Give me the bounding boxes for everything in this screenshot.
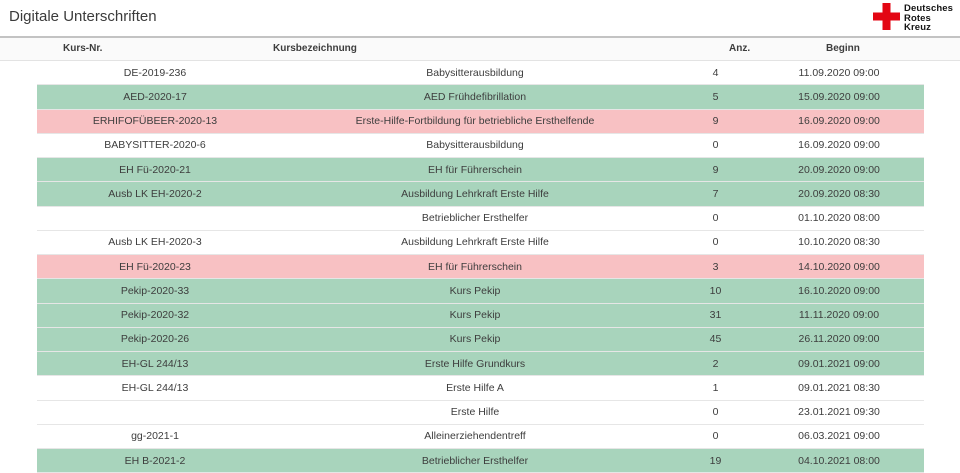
cell-kurs-nr: Ausb LK EH-2020-2 <box>108 187 202 200</box>
cell-beginn: 16.09.2020 09:00 <box>798 115 880 128</box>
cell-kursbezeichnung: Kurs Pekip <box>449 284 501 297</box>
cell-kursbezeichnung: Babysitterausbildung <box>426 139 524 152</box>
cell-beginn: 14.10.2020 09:00 <box>798 260 880 273</box>
column-header-anz: Anz. <box>729 43 751 54</box>
cell-kursbezeichnung: EH für Führerschein <box>428 260 522 273</box>
cell-kursbezeichnung: Babysitterausbildung <box>426 66 524 79</box>
table-row[interactable] <box>37 352 924 376</box>
table-row[interactable] <box>37 425 924 449</box>
cell-kursbezeichnung: Alleinerziehendentreff <box>424 430 526 443</box>
table-row[interactable] <box>37 304 924 328</box>
cell-anz: 9 <box>712 163 719 176</box>
drk-logo-text <box>904 3 953 33</box>
cell-anz: 0 <box>712 406 719 419</box>
course-table <box>37 61 924 473</box>
cell-anz: 0 <box>712 430 719 443</box>
cell-anz: 5 <box>712 90 719 103</box>
page-title: Digitale Unterschriften <box>9 8 157 25</box>
table-row[interactable] <box>37 376 924 400</box>
cell-kursbezeichnung: Betrieblicher Ersthelfer <box>421 454 529 467</box>
cell-beginn: 09.01.2021 09:00 <box>798 357 880 370</box>
cell-beginn: 20.09.2020 08:30 <box>798 187 880 200</box>
cell-beginn: 26.11.2020 09:00 <box>798 333 880 346</box>
cell-kursbezeichnung: Erste Hilfe A <box>446 381 504 394</box>
cell-anz: 19 <box>709 454 722 467</box>
logo-line-1: Deutsches <box>904 3 953 14</box>
cell-kursbezeichnung: Erste Hilfe Grundkurs <box>424 357 526 370</box>
cell-beginn: 11.11.2020 09:00 <box>798 309 880 322</box>
cell-anz: 3 <box>712 260 719 273</box>
cell-kurs-nr: DE-2019-236 <box>123 66 187 79</box>
top-bar <box>0 0 960 36</box>
cell-beginn: 11.09.2020 09:00 <box>798 66 880 79</box>
cell-kurs-nr: Pekip-2020-33 <box>120 284 190 297</box>
cell-anz: 0 <box>712 212 719 225</box>
cell-kursbezeichnung: Erste-Hilfe-Fortbildung für betriebliche Ersthelfende <box>355 115 595 128</box>
table-header <box>0 38 960 61</box>
table-row[interactable] <box>37 61 924 85</box>
cell-kursbezeichnung: Kurs Pekip <box>449 309 501 322</box>
cell-anz: 0 <box>712 139 719 152</box>
table-row[interactable] <box>37 328 924 352</box>
table-row[interactable] <box>37 449 924 473</box>
cell-kurs-nr: Pekip-2020-32 <box>120 309 190 322</box>
table-row[interactable] <box>37 231 924 255</box>
table-row[interactable] <box>37 279 924 303</box>
red-cross-icon <box>873 3 900 30</box>
cell-kurs-nr: Pekip-2020-26 <box>120 333 190 346</box>
cell-beginn: 20.09.2020 09:00 <box>798 163 880 176</box>
cell-beginn: 06.03.2021 09:00 <box>798 430 880 443</box>
cell-beginn: 23.01.2021 09:30 <box>798 406 880 419</box>
table-row[interactable] <box>37 134 924 158</box>
cell-kursbezeichnung: AED Frühdefibrillation <box>423 90 527 103</box>
column-header-kursbezeichnung: Kursbezeichnung <box>273 43 357 54</box>
table-row[interactable] <box>37 401 924 425</box>
cell-kurs-nr: Ausb LK EH-2020-3 <box>108 236 202 249</box>
cell-beginn: 10.10.2020 08:30 <box>798 236 880 249</box>
table-row[interactable] <box>37 85 924 109</box>
cell-kurs-nr: EH Fü-2020-23 <box>119 260 191 273</box>
cell-kursbezeichnung: Kurs Pekip <box>449 333 501 346</box>
table-row[interactable] <box>37 158 924 182</box>
table-row[interactable] <box>37 182 924 206</box>
logo-line-3: Kreuz <box>904 22 931 33</box>
cell-kurs-nr: BABYSITTER-2020-6 <box>104 139 206 152</box>
cell-anz: 31 <box>709 309 722 322</box>
cell-beginn: 04.10.2021 08:00 <box>798 454 880 467</box>
cell-anz: 0 <box>712 236 719 249</box>
cell-kurs-nr: ERHIFOFÜBEER-2020-13 <box>92 115 218 128</box>
column-header-kurs-nr: Kurs-Nr. <box>63 43 103 54</box>
cell-anz: 45 <box>709 333 722 346</box>
cell-beginn: 16.09.2020 09:00 <box>798 139 880 152</box>
cell-anz: 9 <box>712 115 719 128</box>
cell-kurs-nr: EH-GL 244/13 <box>121 357 189 370</box>
cell-beginn: 15.09.2020 09:00 <box>798 90 880 103</box>
cell-kursbezeichnung: EH für Führerschein <box>428 163 522 176</box>
logo-line-2: Rotes <box>904 12 931 24</box>
drk-logo <box>873 3 953 33</box>
cell-beginn: 01.10.2020 08:00 <box>798 212 880 225</box>
table-row[interactable] <box>37 110 924 134</box>
cell-anz: 4 <box>712 66 719 79</box>
cell-anz: 1 <box>712 381 719 394</box>
cell-anz: 7 <box>712 187 719 200</box>
cell-anz: 2 <box>712 357 719 370</box>
cell-kursbezeichnung: Erste Hilfe <box>450 406 500 419</box>
cell-kurs-nr: EH-GL 244/13 <box>121 381 189 394</box>
table-row[interactable] <box>37 255 924 279</box>
cell-kursbezeichnung: Ausbildung Lehrkraft Erste Hilfe <box>401 187 549 200</box>
cell-kurs-nr: EH Fü-2020-21 <box>119 163 191 176</box>
cell-kursbezeichnung: Ausbildung Lehrkraft Erste Hilfe <box>401 236 549 249</box>
cell-kurs-nr: AED-2020-17 <box>123 90 187 103</box>
cell-kurs-nr: gg-2021-1 <box>131 430 179 443</box>
cell-anz: 10 <box>709 284 722 297</box>
cell-kursbezeichnung: Betrieblicher Ersthelfer <box>421 212 529 225</box>
table-row[interactable] <box>37 207 924 231</box>
cell-beginn: 16.10.2020 09:00 <box>798 284 880 297</box>
cell-kurs-nr: EH B-2021-2 <box>124 454 186 467</box>
cell-beginn: 09.01.2021 08:30 <box>798 381 880 394</box>
column-header-beginn: Beginn <box>826 43 860 54</box>
